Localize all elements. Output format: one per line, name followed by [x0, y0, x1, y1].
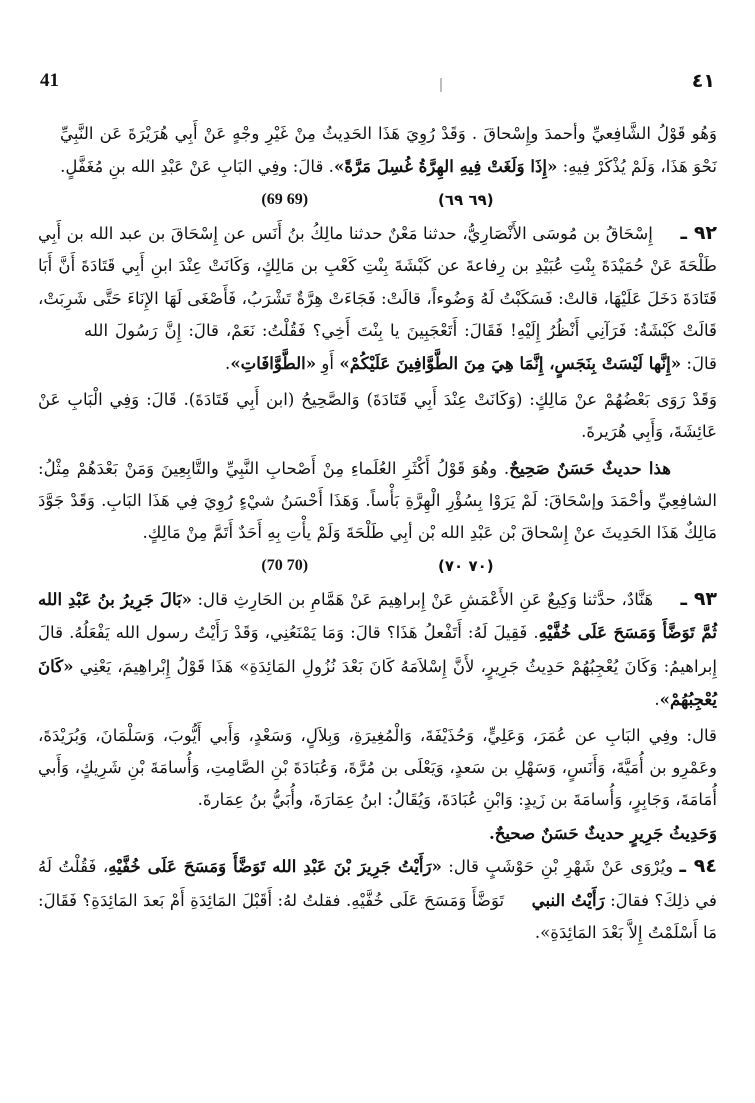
hadith93-text-c: .	[654, 690, 660, 710]
section3-hukm: هذا حديثٌ حَسَنٌ صَحِيحٌ	[509, 457, 672, 478]
chapter-heading-70	[38, 550, 717, 583]
hadith-number-94: ٩٤ ـ	[679, 855, 717, 878]
hadith92-text-d: .	[225, 354, 231, 374]
section1-text-c: . قالَ: وفِي البَابِ عَنْ عَبْدِ الله بنِ مُغَفَّلٍ.	[60, 157, 334, 177]
hadith92-text-a: إِسْحَاقُ بن مُوسَى الأَنْصَارِيُّ، حدثنا مَعْنٌ حدثنا مالِكُ بنُ أَنَس عن إِسْحَاقَ بن عبد الله بن أَبِي طَلْحَةَ عَنْ حُمَيْدَةَ بِنْتِ عُبَيْدِ بن رِفاعةَ عن كَبْشَةَ بِنْتِ كَعْبِ بن مَالِكٍ، وَكَانَتْ عِنْدَ ابنِ أَبِي قَتَادَةَ أَنَّ أَبَا قَتَادَةَ دَخَلَ عَلَيْهَا، قالتْ: فَسَكَبْتُ لَهُ وَضُوءاً، قالَتْ: فَجَاءَتْ هِرَّةٌ تَشْرَبُ، فَأَصْغَى لَهَا الإِنَاءَ حَتَّى شَرِبَتْ، قَالَتْ كَبْشَةُ: فَرَآنِي أَنْظُرُ إِلَيْهِ! فَقَالَ: أَتَعْجَبِينَ يا بِنْتَ أَخِي؟ فَقُلْتُ: نَعَمْ، قالَ: إِنَّ رَسُولَ الله	[38, 223, 717, 341]
section4-text: قال: وفِي البَابِ عن عُمَرَ، وَعَلِيٍّ، وَحُذَيْفَةَ، وَالْمُغِيرَةِ، وَبِلاَلٍ، وَسَعْدٍ، وَأَبي أَيُّوبَ، وَسَلْمَانَ، وَبُرَيْدَةَ، وعَمْرِو بن أُمَيَّةَ، وَأَنَسٍ، وَسَهْلِ بن سَعدٍ، وَيَعْلَى بن مُرَّةَ، وَعُبَادَةَ بْنِ الصَّامِتِ، وَأُسامَةَ بْنِ شَرِيكٍ، وَأَبي أُمَامَةَ، وَجَابِرٍ، وَأُسامَةَ بن زَيدٍ: وَابْنِ عُبَادَةَ، وَيُقَالُ: ابنُ عِمَارَةَ، وأُبَيُّ بنُ عِمَارةَ.	[38, 725, 717, 810]
section5-hukm: وَحَدِيثُ جَرِيرٍ حديثٌ حَسَنٌ صحيحٌ.	[488, 822, 717, 843]
hadith93-text-a: هَنَّادٌ، حدَّثنا وَكِيعٌ عَنِ الأَعْمَشِ عَنْ إِبراهِيمَ عَنْ هَمَّامِ بن الحَارِثِ قال:	[197, 589, 654, 609]
hadith-number-93: ٩٣ ـ	[680, 587, 718, 610]
hadith92-quote-b: «الطَّوَّافَاتِ»	[230, 353, 317, 374]
section2-text: وَقَدْ رَوَى بَعْضُهُمْ عنْ مَالِكٍ: (وَكَانَتْ عِنْدَ أَبِي قَتَادَةَ) وَالصَّحِيحُ (ابن أَبِي قَتَادَةَ). قَالَ: وَفِي الْبَابِ عَنْ عَائِشَةَ، وَأَبِي هُرَيرةَ.	[38, 389, 717, 442]
hadith93-text-b: . فَقِيلَ لَهُ: أَتَفْعلُ هَذَا؟ قالَ: وَمَا يَمْنَعُنِي، وَقَدْ رَأَيْتُ رسول الله يَفْعَلُهُ. قالَ إِبراهيمُ: وَكَانَ يُعْجِبُهُمْ حَدِيثُ جَرِيرٍ، لأَنَّ إِسْلاَمَهُ كَانَ بَعْدَ نُزُولِ المَائِدَةِ» هَذَا قَوْلُ إِبْراهِيمَ، يَعْنِي	[38, 623, 717, 676]
heading-70-latin: (70 70)	[261, 557, 309, 575]
faint-mark	[440, 78, 442, 92]
page-number-arabic: ٤١	[691, 70, 715, 92]
section1-text-a: وَهُو قَوْلُ الشَّافِعيِّ وأحمدَ وإِسْحاقَ . وَقَدْ رُوِيَ هَذَا الحَدِيثُ مِنْ غَيْرِ وجْهٍ عَنْ أَبِي هُرَيْرَةَ عَن النَّبِيِّ	[60, 124, 717, 143]
hadith93-quote-b: «كَانَ يُعْجِبُهُمْ»	[38, 655, 717, 710]
hadith92-text-c: أَوِ	[321, 354, 335, 374]
paragraph-section3	[38, 452, 717, 550]
page-body	[38, 118, 717, 1053]
hadith94-text-c: تَوَضَّأَ وَمَسَحَ عَلَى خُفَّيْهِ. فقلتُ لهُ: أَقَبْلَ المَائِدَةِ أَمْ بَعدَ المَائِدَةِ؟ فَقَالَ: مَا أَسْلَمْتُ إِلاَّ بَعْدَ المَائِدَةِ»	[38, 890, 717, 942]
paragraph-section5	[38, 817, 717, 850]
hadith94-quote-a: «رَأَيْتُ جَرِيرَ بْنَ عَبْدِ الله تَوَضَّأَ وَمَسَحَ عَلَى خُفَّيْهِ	[108, 856, 442, 877]
hadith94-text-d: .	[534, 922, 541, 942]
hadith94-quote-b: رَأَيْتُ النبي	[531, 889, 605, 910]
page-number-latin: 41	[40, 70, 59, 91]
hadith94-text-a: ويُرْوَى عَنْ شَهْرِ بْنِ حَوْشَبٍ قال:	[448, 857, 674, 877]
section1-text-b: نَحْوَ هَذَا، وَلَمْ يُذْكَرْ فِيهِ:	[562, 157, 717, 177]
paragraph-hadith-92	[38, 217, 717, 381]
chapter-heading-69	[38, 184, 717, 217]
heading-69-latin: (69 69)	[261, 191, 309, 209]
paragraph-hadith-94	[38, 850, 717, 949]
section3-text: . وهُوَ قَوْلُ أَكْثَرِ العُلَماءِ مِنْ أَصْحابِ النَّبِيِّ والتَّابِعِينَ وَمَنْ بَعْدَهُمْ مِثْلُ: الشافِعِيِّ وأحْمَدَ وإسْحَاقَ: لَمْ يَرَوْا بِسُؤْرِ الْهِرَّةِ بَأْساً. وَهَذَا أَحْسَنُ شيْءٍ رُوِيَ فِي هَذَا البَابِ. وَقَدْ جَوَّدَ مَالِكٌ هَذَا الحَدِيثَ عنْ إِسْحاقَ بْن عَبْدِ الله بْن أبِي طَلْحَةَ وَلَمْ يأْتِ بِهِ أَحَدٌ أَتَمَّ مِنْ مَالِكٍ.	[38, 458, 717, 543]
paragraph-section1	[38, 118, 717, 184]
paragraph-hadith-93	[38, 583, 717, 717]
hadith94-text-b: ، فَقُلْتُ لَهُ في ذلِكَ؟ فقالَ:	[38, 857, 717, 910]
heading-69-arabic: (٦٩ ٦٩)	[438, 191, 494, 210]
paragraph-section2	[38, 384, 717, 449]
section1-quote: «إِذَا وَلَغَتْ فِيهِ الهِرَّةُ غُسِلَ مَرَّةً»	[333, 156, 558, 177]
hadith92-quote-a: «إِنَّها لَيْسَتْ بِنَجَسٍ، إِنَّمَا هِيَ مِنَ الطَّوَّافِينَ عَلَيْكُمْ»	[339, 353, 682, 374]
paragraph-section4	[38, 720, 717, 817]
hadith-number-92: ٩٢ ـ	[680, 221, 718, 244]
heading-70-arabic: (٧٠ ٧٠)	[438, 557, 494, 576]
hadith93-quote-a: «بَالَ جَرِيرُ بنُ عَبْدِ الله ثُمَّ تَوَضَّأَ وَمَسَحَ عَلَى خُفَّيْهِ	[38, 588, 717, 643]
hadith92-text-b: قالَ:	[686, 354, 717, 374]
